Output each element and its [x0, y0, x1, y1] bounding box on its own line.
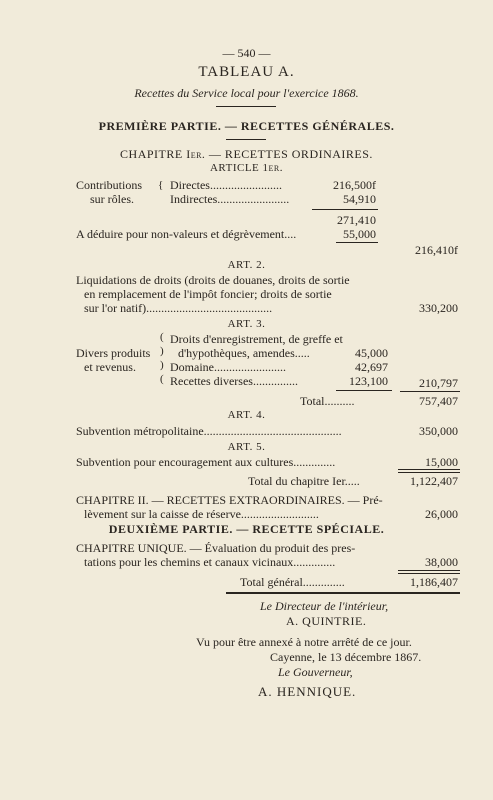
chapter1-heading: CHAPITRE Ier. — RECETTES ORDINAIRES.: [120, 147, 373, 161]
chapitre-unique-value: 38,000: [425, 555, 458, 569]
gouverneur-title: Le Gouverneur,: [278, 665, 353, 679]
total-chapitre-label: Total du chapitre Ier.....: [248, 474, 360, 488]
liquidations-value: 330,200: [419, 301, 458, 315]
subtotal-rule: [312, 209, 378, 210]
chapitre-unique-line-2: tations pour les chemins et canaux vicinaux..............: [84, 555, 336, 569]
enregistrement-line-2: d'hypothèques, amendes.....: [178, 346, 310, 360]
enregistrement-line-1: Droits d'enregistrement, de greffe et: [170, 332, 343, 346]
directeur-name: A. QUINTRIE.: [286, 614, 367, 628]
total-general-value: 1,186,407: [410, 575, 458, 589]
chapter2-line-1: CHAPITRE II. — RECETTES EXTRAORDINAIRES. — Pré-: [76, 493, 383, 507]
brace-icon: {: [158, 179, 164, 191]
brace-icon: ( ) ) (: [160, 331, 164, 385]
total-label: Total..........: [300, 394, 355, 408]
total-rule: [400, 391, 460, 392]
subvention-cultures-value: 15,000: [425, 455, 458, 469]
subtotal-rule: [336, 390, 392, 391]
subtotal-rule: [336, 242, 378, 243]
domaine-label: Domaine........................: [170, 360, 286, 374]
liquidations-line-2: en remplacement de l'impôt foncier; droits de sortie: [84, 287, 332, 301]
recettes-diverses-label: Recettes diverses...............: [170, 374, 298, 388]
liquidations-line-1: Liquidations de droits (droits de douanes, droits de sortie: [76, 273, 350, 287]
double-rule: [398, 469, 460, 473]
chapitre-unique-line-1: CHAPITRE UNIQUE. — Évaluation du produit des pres-: [76, 541, 356, 555]
gouverneur-name: A. HENNIQUE.: [258, 684, 357, 699]
indirectes-label: Indirectes........................: [170, 192, 290, 206]
article3-heading: ART. 3.: [227, 318, 266, 330]
article3-total: 210,797: [419, 376, 458, 390]
chapter2-line-2: lèvement sur la caisse de réserve..........................: [84, 507, 319, 521]
recettes-diverses-value: 123,100: [349, 374, 388, 388]
total-value: 757,407: [419, 394, 458, 408]
annex-line-2: Cayenne, le 13 décembre 1867.: [270, 650, 422, 664]
directes-value: 216,500f: [333, 178, 376, 192]
deduire-value: 55,000: [343, 227, 376, 241]
sum1-value: 271,410: [337, 213, 376, 227]
article5-heading: ART. 5.: [227, 441, 266, 453]
total-general-label: Total général..............: [240, 575, 345, 589]
table-subtitle: Recettes du Service local pour l'exercice 1868.: [134, 86, 359, 100]
page-number: — 540 —: [222, 46, 271, 60]
liquidations-line-3: sur l'or natif)..........................................: [84, 301, 273, 315]
contributions-label-2: sur rôles.: [90, 192, 134, 206]
part2-heading: DEUXIÈME PARTIE. — RECETTE SPÉCIALE.: [108, 522, 385, 536]
annex-line-1: Vu pour être annexé à notre arrêté de ce jour.: [196, 635, 412, 649]
contributions-label: Contributions: [76, 178, 143, 192]
subvention-metropolitaine-value: 350,000: [419, 424, 458, 438]
enregistrement-value: 45,000: [355, 346, 388, 360]
table-title: TABLEAU A.: [198, 64, 295, 80]
article1-heading: ARTICLE 1er.: [209, 162, 283, 174]
article1-total: 216,410f: [415, 243, 458, 257]
divider: [216, 106, 276, 107]
subvention-cultures-label: Subvention pour encouragement aux cultures..............: [76, 455, 336, 469]
directeur-title: Le Directeur de l'intérieur,: [260, 599, 389, 613]
divers-label: Divers produits: [76, 346, 151, 360]
indirectes-value: 54,910: [343, 192, 376, 206]
chapter2-value: 26,000: [425, 507, 458, 521]
final-rule: [226, 592, 460, 594]
deduire-label: A déduire pour non-valeurs et dégrèvement....: [76, 227, 297, 241]
article4-heading: ART. 4.: [227, 409, 266, 421]
total-chapitre-value: 1,122,407: [410, 474, 458, 488]
directes-label: Directes........................: [170, 178, 282, 192]
domaine-value: 42,697: [355, 360, 388, 374]
part1-heading: PREMIÈRE PARTIE. — RECETTES GÉNÉRALES.: [98, 119, 395, 133]
divers-label-2: et revenus.: [84, 360, 136, 374]
subvention-metropolitaine-label: Subvention métropolitaine..............................................: [76, 424, 342, 438]
article2-heading: ART. 2.: [227, 259, 266, 271]
divider: [226, 139, 266, 140]
double-rule: [398, 570, 460, 574]
